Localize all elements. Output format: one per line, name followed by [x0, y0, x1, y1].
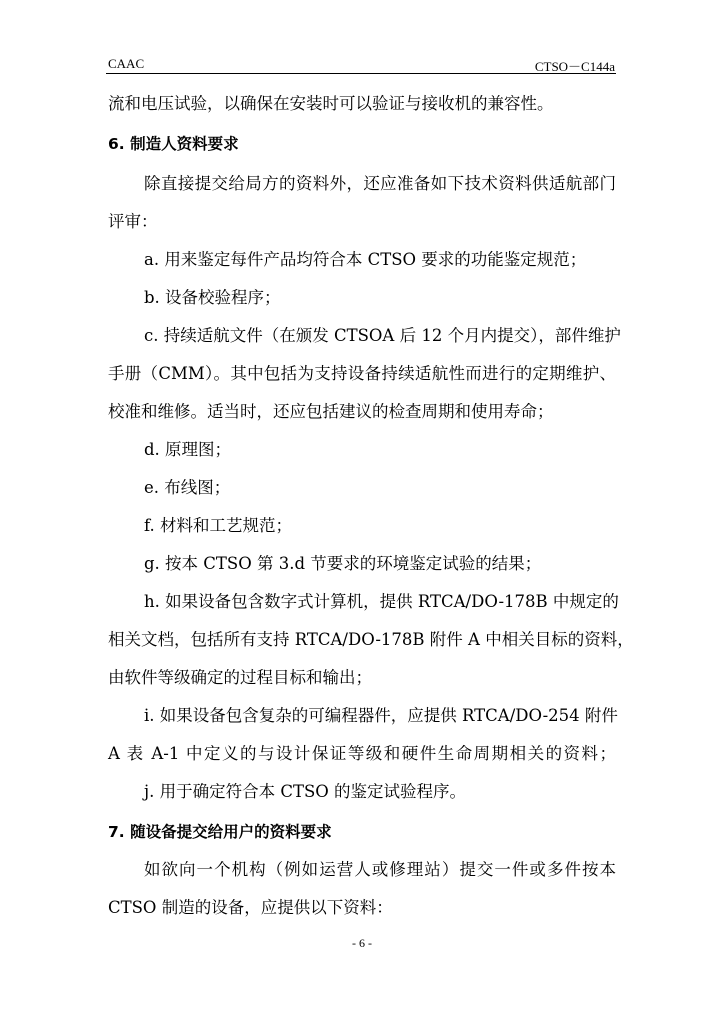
paragraph-line: 校准和维修。适当时，还应包括建议的检查周期和使用寿命； [108, 402, 554, 421]
list-item-h: h. 如果设备包含数字式计算机，提供 RTCA/DO-178B 中规定的 [144, 592, 619, 611]
list-item-i: i. 如果设备包含复杂的可编程器件，应提供 RTCA/DO-254 附件 [144, 706, 618, 725]
list-item-b: b. 设备校验程序； [144, 288, 281, 307]
list-item-e: e. 布线图； [144, 478, 231, 497]
paragraph-line: 相关文档，包括所有支持 RTCA/DO-178B 附件 A 中相关目标的资料， [108, 630, 634, 649]
list-item-f: f. 材料和工艺规范； [144, 516, 293, 535]
list-item-c: c. 持续适航文件（在颁发 CTSOA 后 12 个月内提交），部件维护 [144, 326, 621, 345]
header-org: CAAC [108, 56, 145, 71]
paragraph-line: A 表 A-1 中定义的与设计保证等级和硬件生命周期相关的资料； [108, 744, 616, 763]
header-rule [106, 73, 616, 74]
page-header [108, 56, 615, 72]
paragraph-line: 流和电压试验，以确保在安装时可以验证与接收机的兼容性。 [108, 94, 554, 113]
list-item-a: a. 用来鉴定每件产品均符合本 CTSO 要求的功能鉴定规范； [144, 250, 587, 269]
list-item-d: d. 原理图； [144, 440, 232, 459]
page-number: - 6 - [352, 936, 372, 950]
section-heading-7: 7. 随设备提交给用户的资料要求 [108, 823, 332, 841]
paragraph-line: 手册（CMM）。其中包括为支持设备持续适航性而进行的定期维护、 [108, 364, 616, 383]
paragraph-line: 如欲向一个机构（例如运营人或修理站）提交一件或多件按本 [144, 860, 616, 879]
paragraph-line: 评审： [108, 212, 158, 231]
list-item-j: j. 用于确定符合本 CTSO 的鉴定试验程序。 [144, 782, 467, 801]
paragraph-line: CTSO 制造的设备，应提供以下资料： [108, 898, 393, 917]
paragraph-line: 由软件等级确定的过程目标和输出； [108, 668, 372, 687]
header-doc-id: CTSO－C144a [534, 59, 615, 74]
section-heading-6: 6. 制造人资料要求 [108, 135, 239, 153]
list-item-g: g. 按本 CTSO 第 3.d 节要求的环境鉴定试验的结果； [144, 554, 542, 573]
paragraph-line: 除直接提交给局方的资料外，还应准备如下技术资料供适航部门 [144, 174, 616, 193]
